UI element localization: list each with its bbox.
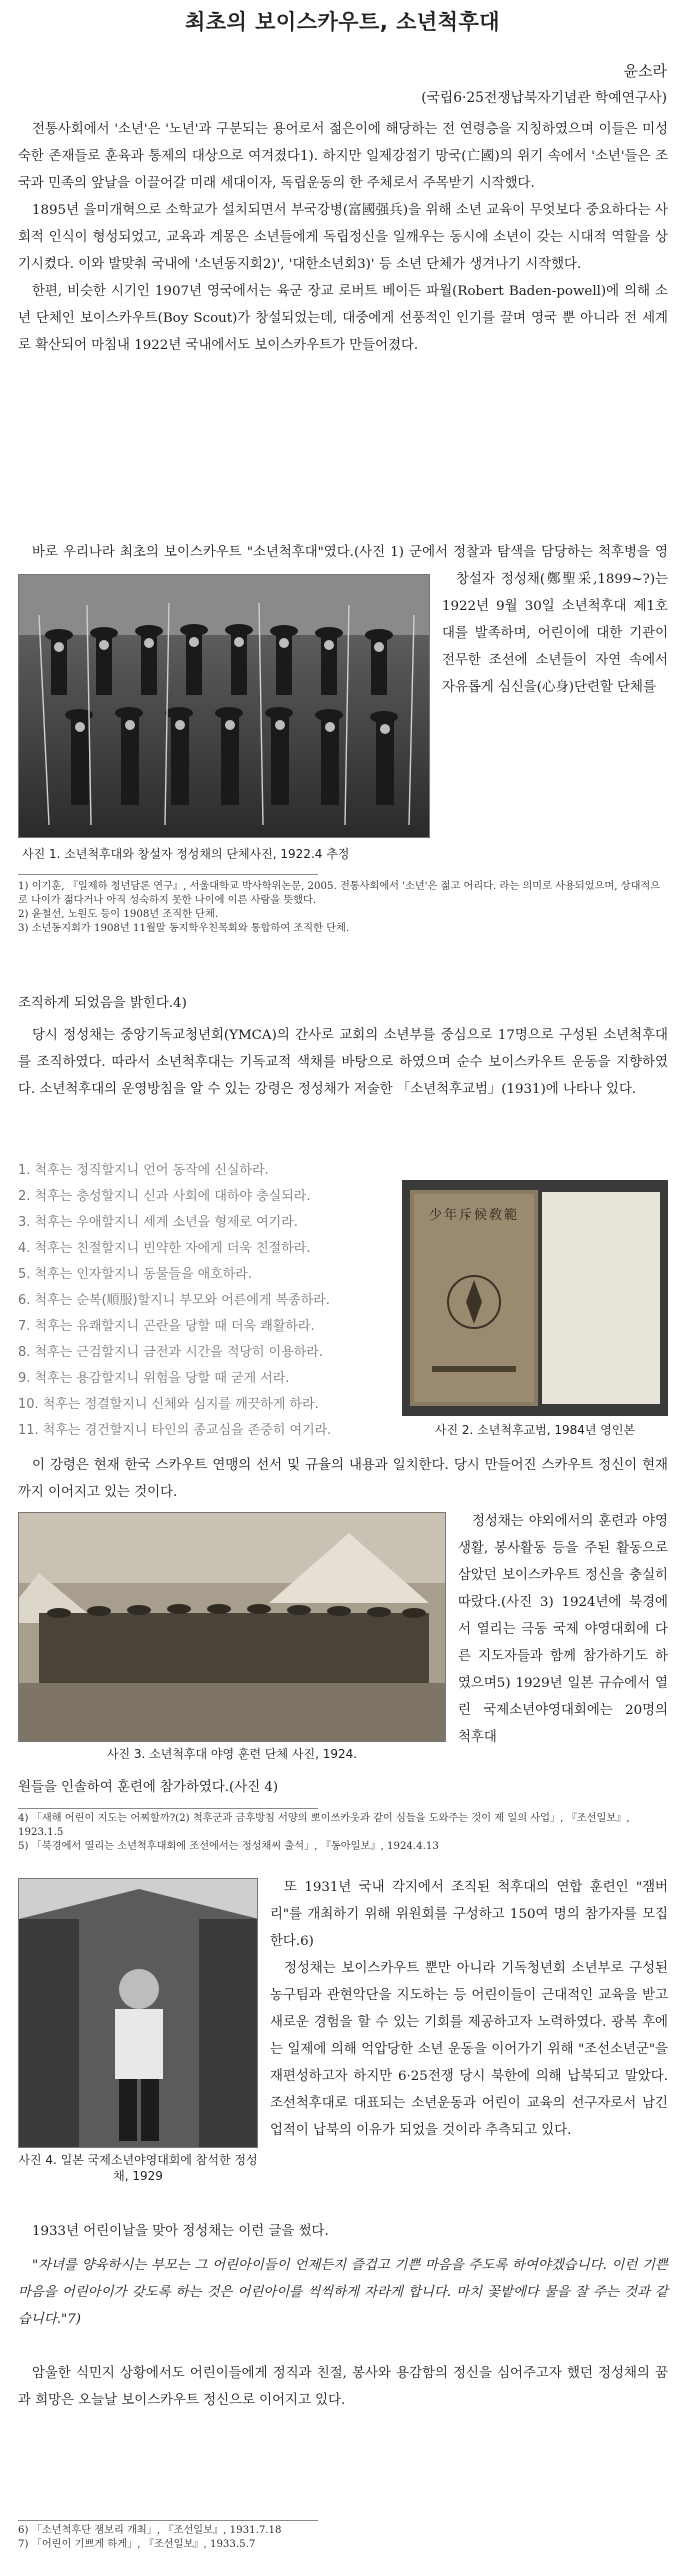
footnote-divider-1	[18, 874, 318, 875]
paragraph-4-side: 창설자 정성채(鄭聖采,1899~?)는 1922년 9월 30일 소년척후대 제1호대를 발족하며, 어린이에 대한 기관이 전무한 조선에 소년들이 자연 속에서 자유롭게 심신을(心身)단련할 단체를	[442, 572, 668, 695]
rule-item: 7. 척후는 유쾌할지니 곤란을 당할 때 더욱 쾌활하라.	[18, 1319, 315, 1334]
scout-rules-list	[18, 1158, 388, 1444]
paragraph-4-line: 바로 우리나라 최초의 보이스카우트 "소년척후대"였다.(사진 1) 군에서 정찰과 탐색을 담당하는 척후병을 영	[32, 545, 668, 560]
paragraph-1: 전통사회에서 '소년'은 '노년'과 구분되는 용어로서 젊은이에 해당하는 전 연령층을 지칭하였으며 이들은 미성숙한 존재들로 훈육과 통제의 대상으로 여겨졌다1). 하지만 일제강점기 망국(亡國)의 위기 속에서 '소년'들은 조국과 민족의 앞날을 이끌어갈 미래 세대이자, 독립운동의 한 주체로서 주목받기 시작했다.	[18, 122, 668, 191]
paragraph-8-end: 원들을 인솔하여 훈련에 참가하였다.(사진 4)	[18, 1780, 279, 1795]
rule-item: 9. 척후는 용감할지니 위험을 당할 때 굳게 서라.	[18, 1371, 290, 1386]
photo-3-caption: 사진 3. 소년척후대 야영 훈련 단체 사진, 1924.	[106, 1747, 358, 1761]
paragraph-3: 한편, 비슷한 시기인 1907년 영국에서는 육군 장교 로버트 베이든 파월(Robert Baden-powell)에 의해 소년 단체인 보이스카우트(Boy Scout)가 창설되었는데, 대중에게 선풍적인 인기를 끌며 영국 뿐 아니라 전 세계로 확산되어 마침내 1922년 국내에서도 보이스카우트가 만들어졌다.	[18, 284, 668, 353]
paragraph-6: 당시 정성채는 중앙기독교청년회(YMCA)의 간사로 교회의 소년부를 중심으로 17명으로 구성된 소년척후대를 조직하였다. 따라서 소년척후대는 기독교적 색채를 바탕으로 하였으며 순수 보이스카우트 운동을 지향하였다. 소년척후대의 운영방침을 알 수 있는 강령은 정성채가 저술한 「소년척후교범」(1931)에 나타나 있다.	[18, 1028, 668, 1097]
camp-photo-image	[19, 1513, 446, 1742]
rule-item: 8. 척후는 근검할지니 금전과 시간을 적당히 이용하라.	[18, 1345, 324, 1360]
paragraph-5: 조직하게 되었음을 밝힌다.4)	[18, 996, 187, 1011]
intro-paragraph	[18, 116, 668, 359]
paragraph-12: 암울한 식민지 상황에서도 어린이들에게 정직과 친절, 봉사와 용감함의 정신을 심어주고자 했던 정성채의 꿈과 희망은 오늘날 보이스카우트 정신으로 이어지고 있다.	[18, 2366, 668, 2408]
footnote-4: 4) 「새해 어린이 지도는 어찌할까?(2) 척후군과 금후방침 서양의 뽀이쓰카웃과 같이 심들을 도와주는 것이 제 일의 사업」, 『조선일보』, 1923.1.5	[18, 1813, 630, 1838]
author-affiliation: (국립6·25전쟁납북자기념관 학예연구사)	[421, 90, 667, 106]
photo-1-caption: 사진 1. 소년척후대와 창설자 정성채의 단체사진, 1922.4 추정	[22, 847, 350, 861]
portrait-photo-image	[19, 1879, 258, 2148]
footnotes-group-1	[18, 880, 668, 936]
footnote-1: 1) 이기훈, 『일제하 청년담론 연구』, 서울대학교 박사학위논문, 2005. 전통사회에서 '소년'은 젊고 어리다. 라는 의미로 사용되었으며, 상대적으로 나이가 젊다거나 아직 성숙하지 못한 나이에 이른 사람을 뜻했다.	[18, 881, 661, 906]
paragraph-9: 또 1931년 국내 각지에서 조직된 척후대의 연합 훈련인 "잼버리"를 개최하기 위해 위원회를 구성하고 150여 명의 참가자를 모집한다.6)	[270, 1880, 668, 1949]
rule-item: 6. 척후는 순복(順服)할지니 부모와 어른에게 복종하라.	[18, 1293, 330, 1308]
paragraph-8-side: 정성채는 야외에서의 훈련과 야영생활, 봉사활동 등을 주된 활동으로 삼았던 보이스카우트 정신을 충실히 따랐다.(사진 3) 1924년에 북경에서 열리는 극동 국제 야영대회에 다른 지도자들과 함께 참가하기도 하였으며5) 1929년 일본 규슈에서 열린 국제소년야영대회에는 20명의 척후대	[458, 1514, 668, 1745]
photo-4-caption: 사진 4. 일본 국제소년야영대회에 참석한 정성채, 1929	[18, 2153, 258, 2183]
footnote-divider-3	[18, 2520, 318, 2521]
paragraph-7: 이 강령은 현재 한국 스카우트 연맹의 선서 및 규율의 내용과 일치한다. 당시 만들어진 스카우트 정신이 현재까지 이어지고 있는 것이다.	[18, 1458, 668, 1500]
quote-block: "자녀를 양육하시는 부모는 그 어린아이들이 언제든지 즐겁고 기쁜 마음을 주도록 하여야겠습니다. 이런 기쁜 마음을 어린아이가 갖도록 하는 것은 어린아이를 씩씩하게 자라게 합니다. 마치 꽃밭에다 물을 잘 주는 것과 같습니다."7)	[18, 2258, 668, 2327]
rule-item: 2. 척후는 충성할지니 신과 사회에 대하야 충실되라.	[18, 1189, 311, 1204]
rule-item: 5. 척후는 인자할지니 동물들을 애호하라.	[18, 1267, 252, 1282]
article-title: 최초의 보이스카우트, 소년척후대	[184, 10, 501, 34]
footnote-2: 2) 윤철선, 노원도 등이 1908년 조직한 단체.	[18, 909, 219, 920]
rule-item: 1. 척후는 정직할지니 언어 동작에 신실하라.	[18, 1163, 269, 1178]
rule-item: 3. 척후는 우애할지니 세계 소년을 형제로 여기라.	[18, 1215, 298, 1230]
footnotes-group-2	[18, 1812, 668, 1854]
footnote-6: 6) 「소년척후단 잼보리 개최」, 『조선일보』, 1931.7.18	[18, 2525, 282, 2536]
paragraph-2: 1895년 을미개혁으로 소학교가 설치되면서 부국강병(富國强兵)을 위해 소년 교육이 무엇보다 중요하다는 사회적 인식이 형성되었고, 교육과 계몽은 소년들에게 독립정신을 일깨우는 동시에 소년이 갖는 시대적 역할을 상기시켰다. 이와 발맞춰 국내에 '소년동지회2)', '대한소년회3)' 등 소년 단체가 생겨나기 시작했다.	[18, 203, 668, 272]
photo-3	[18, 1512, 446, 1742]
paragraph-9-10	[270, 1874, 668, 2144]
book-cover-title: 少年斥候敎範	[428, 1208, 519, 1223]
rule-item: 11. 척후는 경건할지니 타인의 종교심을 존중히 여기라.	[18, 1423, 332, 1438]
photo-2-caption: 사진 2. 소년척후교범, 1984년 영인본	[434, 1423, 636, 1437]
footnote-7: 7) 「어린이 기쁘게 하게」, 『조선일보』, 1933.5.7	[18, 2539, 256, 2550]
photo-2	[402, 1180, 668, 1416]
footnote-divider-2	[18, 1808, 318, 1809]
author-name: 윤소라	[623, 62, 667, 80]
footnote-5: 5) 「북경에서 열리는 소년척후대회에 조선에서는 정성채씨 출석」, 『동아일보』, 1924.4.13	[18, 1841, 439, 1852]
group-photo-image	[19, 575, 430, 838]
paragraph-11: 1933년 어린이날을 맞아 정성채는 이런 글을 썼다.	[32, 2224, 329, 2239]
rule-item: 4. 척후는 친절할지니 빈약한 자에게 더욱 친절하라.	[18, 1241, 311, 1256]
paragraph-10: 정성채는 보이스카우트 뿐만 아니라 기독청년회 소년부로 구성된 농구팀과 관현악단을 지도하는 등 어린이들이 근대적인 교육을 받고 새로운 경험을 할 수 있는 기회를 제공하고자 노력하였다. 광복 후에는 일제에 의해 억압당한 소년 운동을 이어가기 위해 "조선소년군"을 재편성하고자 하지만 6·25전쟁 당시 북한에 의해 납북되고 말았다. 조선척후대로 대표되는 소년운동과 어린이 교육의 선구자로서 남긴 업적이 납북의 이유가 되었을 것이라 추측되고 있다.	[270, 1961, 668, 2138]
footnote-3: 3) 소년동지회가 1908년 11월말 동지학우친목회와 통합하여 조직한 단체.	[18, 923, 350, 934]
photo-1	[18, 574, 430, 838]
photo-4	[18, 1878, 258, 2148]
rule-item: 10. 척후는 정결할지니 신체와 심지를 깨끗하게 하라.	[18, 1397, 319, 1412]
footnotes-group-3	[18, 2524, 668, 2552]
